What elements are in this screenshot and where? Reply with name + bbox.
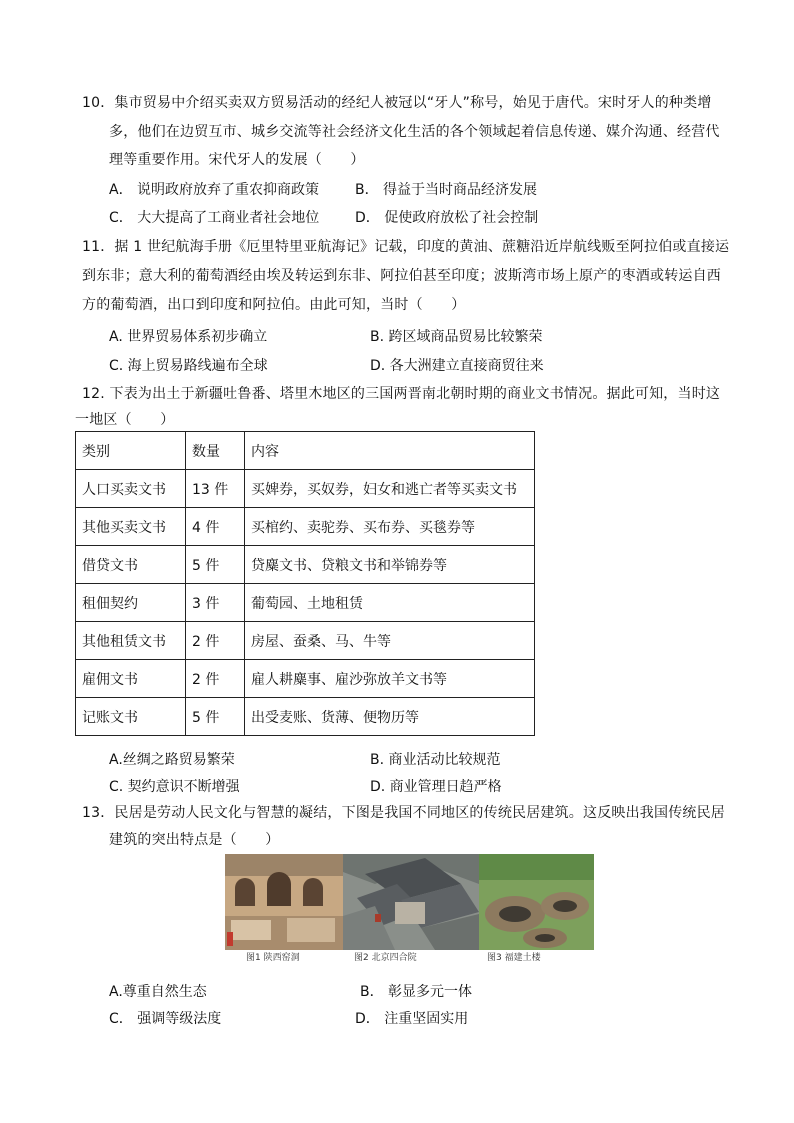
table-cell: 雇佣文书 <box>76 660 186 698</box>
q12-option-c: C. 契约意识不断增强 <box>109 779 240 795</box>
q10-option-c: C． 大大提高了工商业者社会地位 <box>109 210 320 226</box>
table-cell: 贷麋文书、贷粮文书和举锦券等 <box>245 546 535 584</box>
q12-option-d: D. 商业管理日趋严格 <box>370 779 502 795</box>
table-header-cell: 内容 <box>245 432 535 470</box>
table-cell: 雇人耕麋事、雇沙弥放羊文书等 <box>245 660 535 698</box>
table-row <box>76 660 535 698</box>
q13-option-b: B． 彰显多元一体 <box>360 984 473 1000</box>
shaanxi-cave-dwelling-image <box>225 854 343 950</box>
table-cell: 房屋、蚕桑、马、牛等 <box>245 622 535 660</box>
table-cell: 记账文书 <box>76 698 186 736</box>
table-row <box>76 470 535 508</box>
q11-line-2: 到东非；意大利的葡萄酒经由埃及转运到东非、阿拉伯甚至印度；波斯湾市场上原产的枣酒或转运自西 <box>82 268 721 284</box>
table-cell: 租佃契约 <box>76 584 186 622</box>
q12-line-1: 12. 下表为出土于新疆吐鲁番、塔里木地区的三国两晋南北朝时期的商业文书情况。据此可知，当时这 <box>82 386 721 402</box>
q12-option-b: B. 商业活动比较规范 <box>370 752 501 768</box>
table-header-cell: 类别 <box>76 432 186 470</box>
q13-line-1: 13．民居是劳动人民文化与智慧的凝结，下图是我国不同地区的传统民居建筑。这反映出我国传统民居 <box>82 805 726 821</box>
table-cell: 其他买卖文书 <box>76 508 186 546</box>
table-cell: 13 件 <box>186 470 245 508</box>
q11-line-1: 11．据 1 世纪航海手册《厄里特里亚航海记》记载，印度的黄油、蔗糖沿近岸航线贩至阿拉伯或直接运 <box>82 239 730 255</box>
q11-option-a: A. 世界贸易体系初步确立 <box>109 329 268 345</box>
q10-option-b: B． 得益于当时商品经济发展 <box>355 182 538 198</box>
q11-line-3: 方的葡萄酒，出口到印度和阿拉伯。由此可知，当时（ ） <box>82 297 466 313</box>
traditional-dwellings-photo-strip <box>225 854 594 950</box>
q12-option-a: A.丝绸之路贸易繁荣 <box>109 752 235 768</box>
table-cell: 2 件 <box>186 660 245 698</box>
commerce-documents-table <box>75 431 535 736</box>
table-row <box>76 508 535 546</box>
q10-line-3: 理等重要作用。宋代牙人的发展（ ） <box>109 152 365 168</box>
fujian-tulou-image <box>479 854 594 950</box>
q13-option-d: D． 注重坚固实用 <box>355 1011 469 1027</box>
q10-option-d: D． 促使政府放松了社会控制 <box>355 210 539 226</box>
q11-option-b: B. 跨区域商品贸易比较繁荣 <box>370 329 543 345</box>
beijing-siheyuan-image <box>343 854 479 950</box>
q10-line-1: 10．集市贸易中介绍买卖双方贸易活动的经纪人被冠以“牙人”称号，始见于唐代。宋时牙人的种类增 <box>82 95 712 111</box>
table-cell: 其他租赁文书 <box>76 622 186 660</box>
table-row <box>76 584 535 622</box>
q12-line-2: 一地区（ ） <box>75 412 175 428</box>
table-cell: 3 件 <box>186 584 245 622</box>
table-cell: 5 件 <box>186 546 245 584</box>
q10-option-a: A． 说明政府放弃了重农抑商政策 <box>109 182 320 198</box>
q13-line-2: 建筑的突出特点是（ ） <box>109 832 280 848</box>
q11-option-d: D. 各大洲建立直接商贸往来 <box>370 358 544 374</box>
table-row <box>76 622 535 660</box>
table-cell: 买婢券，买奴券，妇女和逃亡者等买卖文书 <box>245 470 535 508</box>
table-header-row <box>76 432 535 470</box>
table-cell: 人口买卖文书 <box>76 470 186 508</box>
table-row <box>76 546 535 584</box>
figure-1-caption: 图1 陕西窑洞 <box>246 953 300 963</box>
figure-3-caption: 图3 福建土楼 <box>487 953 541 963</box>
q13-option-c: C． 强调等级法度 <box>109 1011 222 1027</box>
table-cell: 2 件 <box>186 622 245 660</box>
table-cell: 买棺约、卖驼券、买布券、买毯券等 <box>245 508 535 546</box>
q11-option-c: C. 海上贸易路线遍布全球 <box>109 358 268 374</box>
q13-option-a: A.尊重自然生态 <box>109 984 207 1000</box>
figure-2-caption: 图2 北京四合院 <box>354 953 417 963</box>
table-cell: 葡萄园、土地租赁 <box>245 584 535 622</box>
table-cell: 4 件 <box>186 508 245 546</box>
table-cell: 5 件 <box>186 698 245 736</box>
table-header-cell: 数量 <box>186 432 245 470</box>
table-cell: 借贷文书 <box>76 546 186 584</box>
table-row <box>76 698 535 736</box>
table-cell: 出受麦账、货薄、便物历等 <box>245 698 535 736</box>
q10-line-2: 多，他们在边贸互市、城乡交流等社会经济文化生活的各个领域起着信息传递、媒介沟通、经营代 <box>109 124 720 140</box>
